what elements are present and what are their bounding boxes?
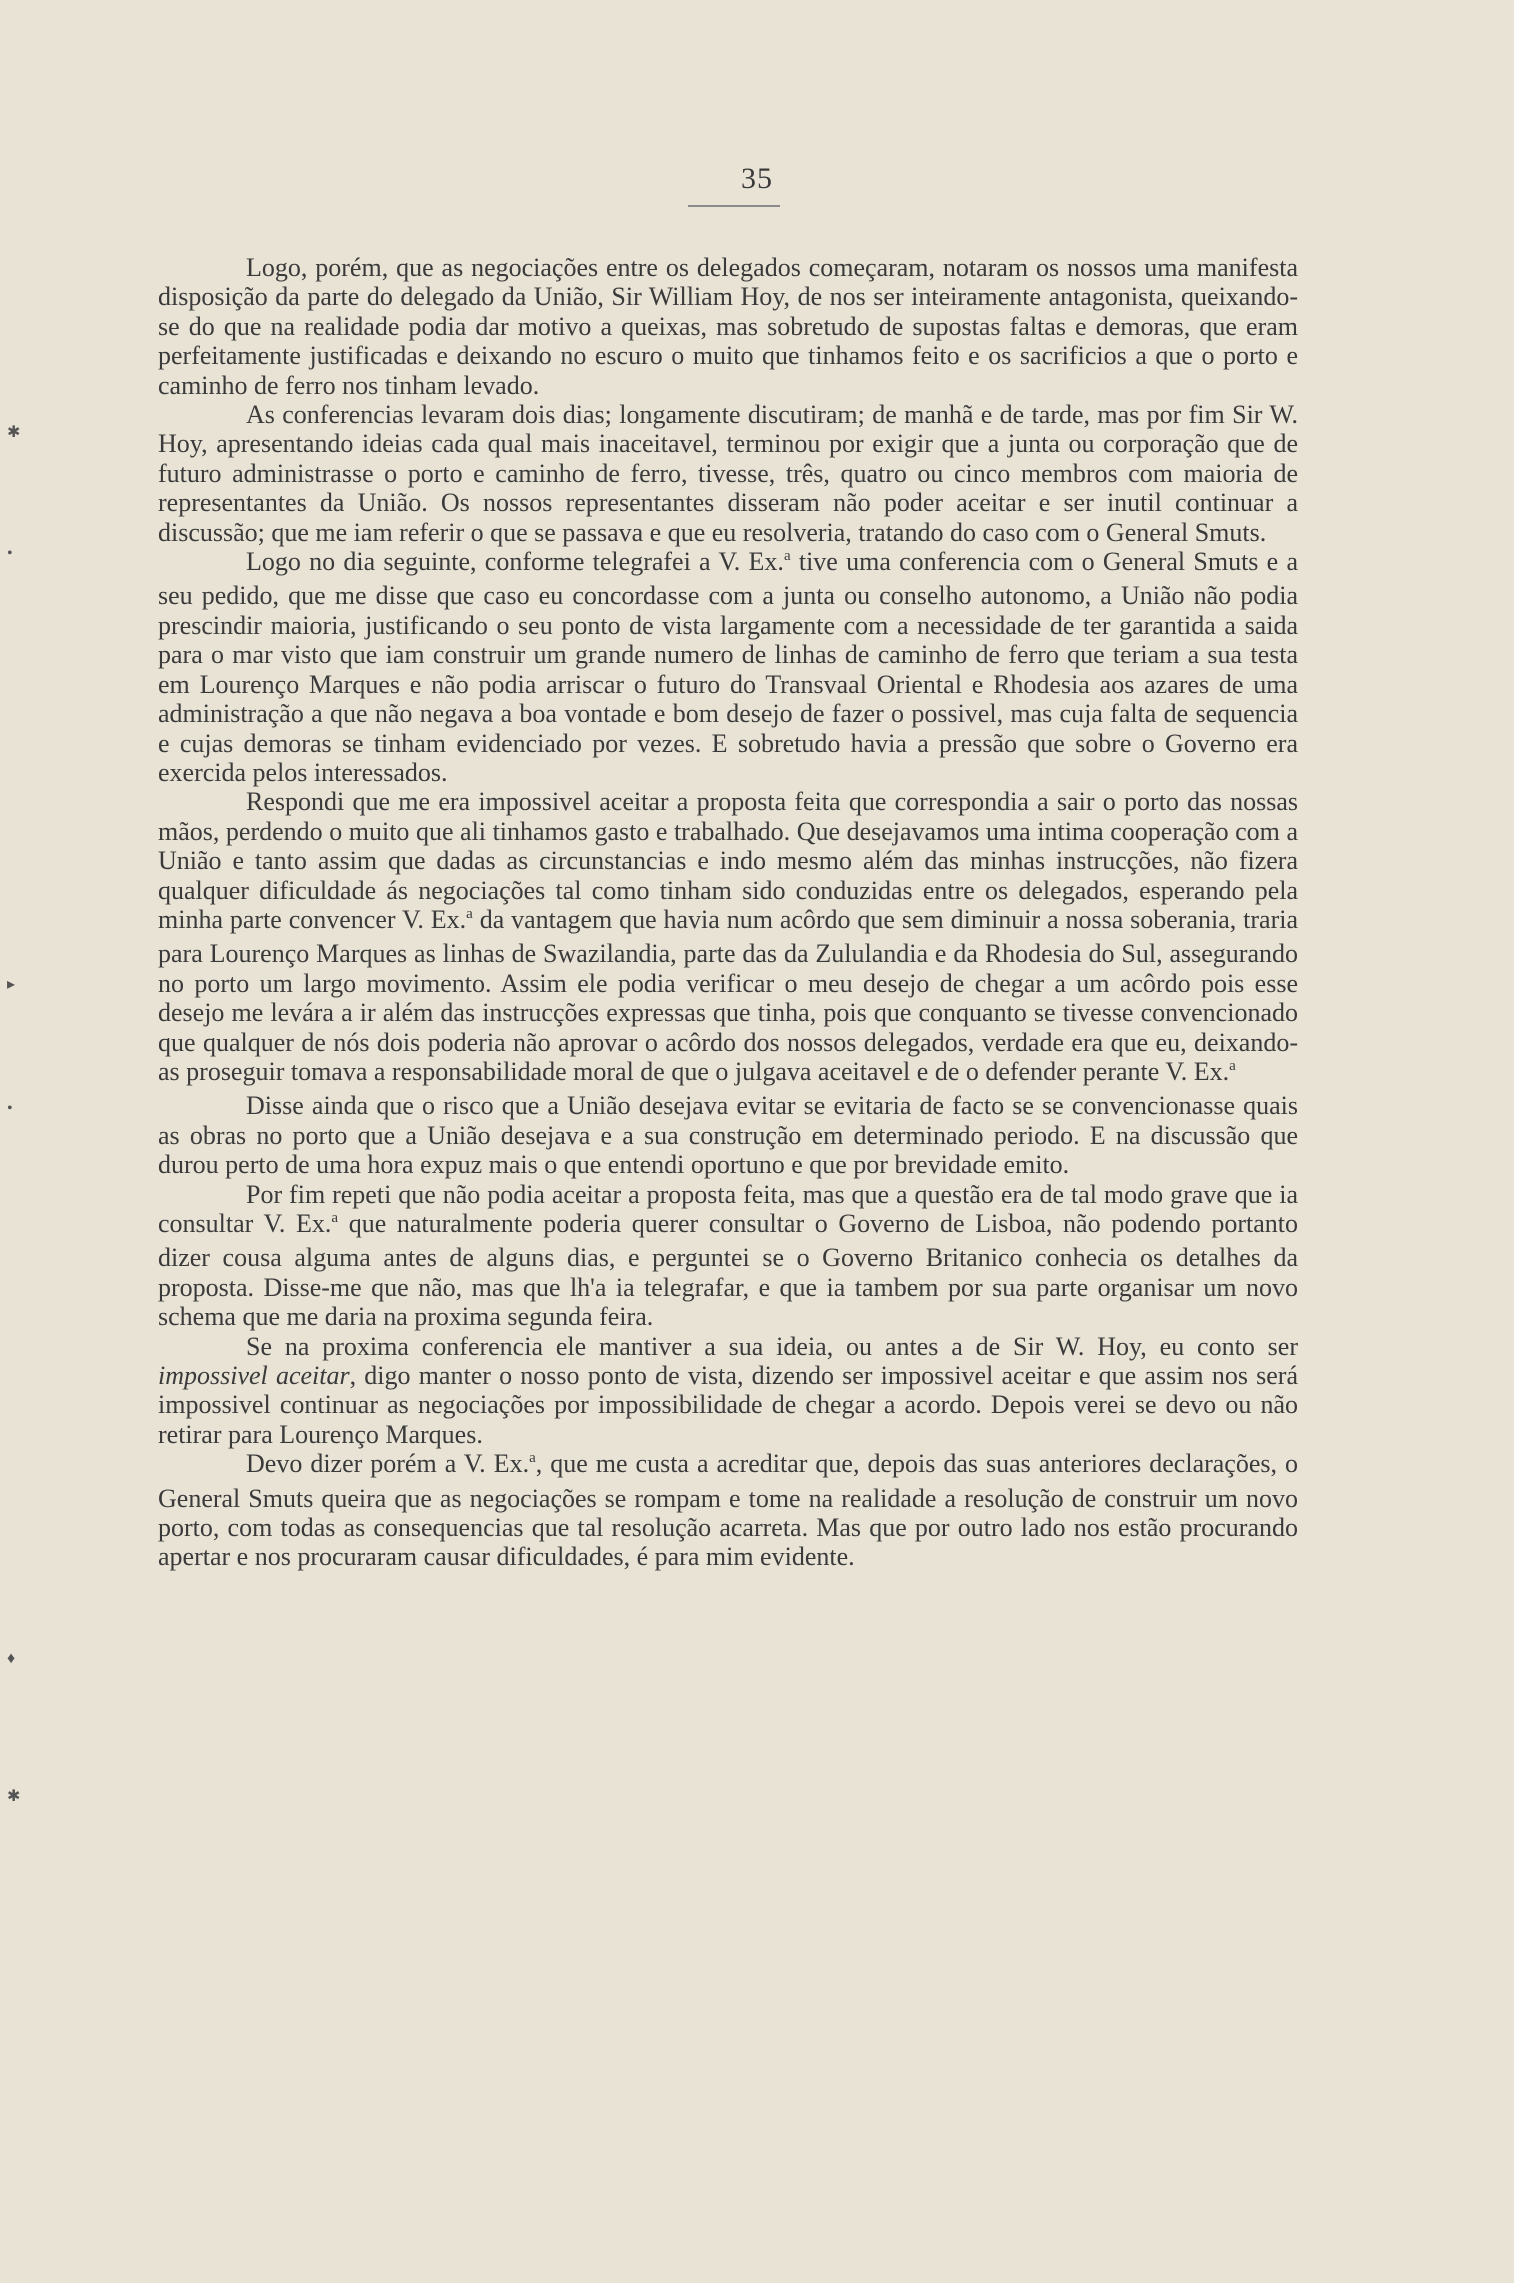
body-paragraph xyxy=(158,1449,1298,1572)
paragraph-text: que naturalmente poderia querer consultar o Governo de Lisboa, não podendo portanto dizer cousa alguma antes de alguns dias, e perguntei se o Governo Britanico conhecia os detalhes da proposta. Disse-me que não, mas que lh'a ia telegrafar, e que ia tambem por sua parte organisar um novo schema que me daria na proxima segunda feira. xyxy=(158,1209,1299,1332)
paragraph-text: tive uma conferencia com o General Smuts e a seu pedido, que me disse que caso eu concordasse com a junta ou conselho autonomo, a União não podia prescindir maioria, justificando o seu ponto de vista largamente com a necessidade de ter garantida a saida para o mar visto que iam construir um grande numero de linhas de caminho de ferro que teriam a sua testa em Lourenço Marques e não podia arriscar o futuro do Transvaal Oriental e Rhodesia aos azares de uma administração a que não negava a boa vontade e bom desejo de fazer o possivel, mas cuja falta de sequencia e cujas demoras se tinham evidenciado por vezes. E sobretudo havia a pressão que sobre o Governo era exercida pelos interessados. xyxy=(158,547,1298,787)
margin-mark: ✱ xyxy=(7,1788,21,1805)
page-number: 35 xyxy=(741,162,773,195)
margin-mark: • xyxy=(7,1100,13,1117)
paragraph-text: Logo no dia seguinte, conforme telegrafei a V. Ex. xyxy=(246,547,784,577)
paragraph-text: Devo dizer porém a V. Ex. xyxy=(246,1449,530,1479)
paragraph-text: Por fim repeti que não podia aceitar a proposta feita, mas que a questão era de tal modo grave que ia consultar V. Ex. xyxy=(158,1179,1298,1238)
body-paragraph xyxy=(158,1332,1298,1450)
superscript: a xyxy=(1229,1057,1236,1074)
italic-text: impossivel aceitar xyxy=(158,1361,350,1391)
letter-body xyxy=(158,253,1298,1572)
paragraph-text: Logo, porém, que as negociações entre os delegados começaram, notaram os nossos uma manifesta disposição da parte do delegado da União, Sir William Hoy, de nos ser inteiramente antagonista, queixando-se do que na realidade podia dar motivo a queixas, mas sobretudo de supostas faltas e demoras, que eram perfeitamente justificadas e deixando no escuro o muito que tinhamos feito e os sacrificios a que o porto e caminho de ferro nos tinham levado. xyxy=(158,253,1298,400)
body-paragraph xyxy=(158,1091,1298,1179)
paragraph-text: Disse ainda que o risco que a União desejava evitar se evitaria de facto se se convencionasse quais as obras no porto que a União desejava e a sua construção em determinado periodo. E na discussão que durou perto de uma hora expuz mais o que entendi oportuno e que por brevidade emito. xyxy=(158,1091,1298,1180)
paragraph-text: Respondi que me era impossivel aceitar a proposta feita que correspondia a sair o porto das nossas mãos, perdendo o muito que ali tinhamos gasto e trabalhado. Que desejavamos uma intima cooperação com a União e tanto assim que dadas as circunstancias e indo mesmo além das minhas instrucções, não fizera qualquer dificuldade ás negociações tal como tinham sido conduzidas entre os delegados, esperando pela minha parte convencer V. Ex. xyxy=(158,787,1298,934)
body-paragraph xyxy=(158,547,1298,787)
superscript: a xyxy=(466,905,473,922)
superscript: a xyxy=(529,1450,536,1467)
margin-mark: ✱ xyxy=(7,424,21,441)
body-paragraph xyxy=(158,1180,1298,1332)
superscript: a xyxy=(331,1210,339,1226)
paragraph-text: Se na proxima conferencia ele mantiver a sua ideia, ou antes a de Sir W. Hoy, eu conto ser xyxy=(246,1331,1298,1361)
body-paragraph xyxy=(158,400,1298,547)
page-number-rule xyxy=(688,205,780,207)
margin-mark: • xyxy=(7,545,13,562)
body-paragraph xyxy=(158,253,1298,400)
paragraph-text: , que me custa a acreditar que, depois das suas anteriores declarações, o General Smuts queira que as negociações se rompam e tome na realidade a resolução de construir um novo porto, com todas as consequencias que tal resolução acarreta. Mas que por outro lado nos estão procurando apertar e nos procuraram causar dificuldades, é para mim evidente. xyxy=(158,1449,1299,1572)
margin-mark: ♦ xyxy=(7,1650,16,1667)
body-paragraph xyxy=(158,787,1298,1091)
superscript: a xyxy=(783,548,791,565)
paragraph-text: da vantagem que havia num acôrdo que sem diminuir a nossa soberania, traria para Lourenço Marques as linhas de Swazilandia, parte das da Zululandia e da Rhodesia do Sul, assegurando no porto um largo movimento. Assim ele podia verificar o meu desejo de chegar a um acôrdo pois esse desejo me levára a ir além das instrucções expressas que tinha, pois que conquanto se tivesse convencionado que qualquer de nós dois poderia não aprovar o acôrdo dos nossos delegados, verdade era que eu, deixando-as proseguir tomava a responsabilidade moral de que o julgava aceitavel e de o defender perante V. Ex. xyxy=(158,904,1299,1086)
margin-mark: ▸ xyxy=(7,976,16,993)
paragraph-text: , digo manter o nosso ponto de vista, dizendo ser impossivel aceitar e que assim nos será impossivel continuar as negociações por impossibilidade de chegar a acordo. Depois verei se devo ou não retirar para Lourenço Marques. xyxy=(158,1361,1298,1449)
paragraph-text: As conferencias levaram dois dias; longamente discutiram; de manhã e de tarde, mas por fim Sir W. Hoy, apresentando ideias cada qual mais inaceitavel, terminou por exigir que a junta ou corporação que de futuro administrasse o porto e caminho de ferro, tivesse, três, quatro ou cinco membros com maioria de representantes da União. Os nossos representantes disseram não poder aceitar e ser inutil continuar a discussão; que me iam referir o que se passava e que eu resolveria, tratando do caso com o General Smuts. xyxy=(158,400,1298,547)
